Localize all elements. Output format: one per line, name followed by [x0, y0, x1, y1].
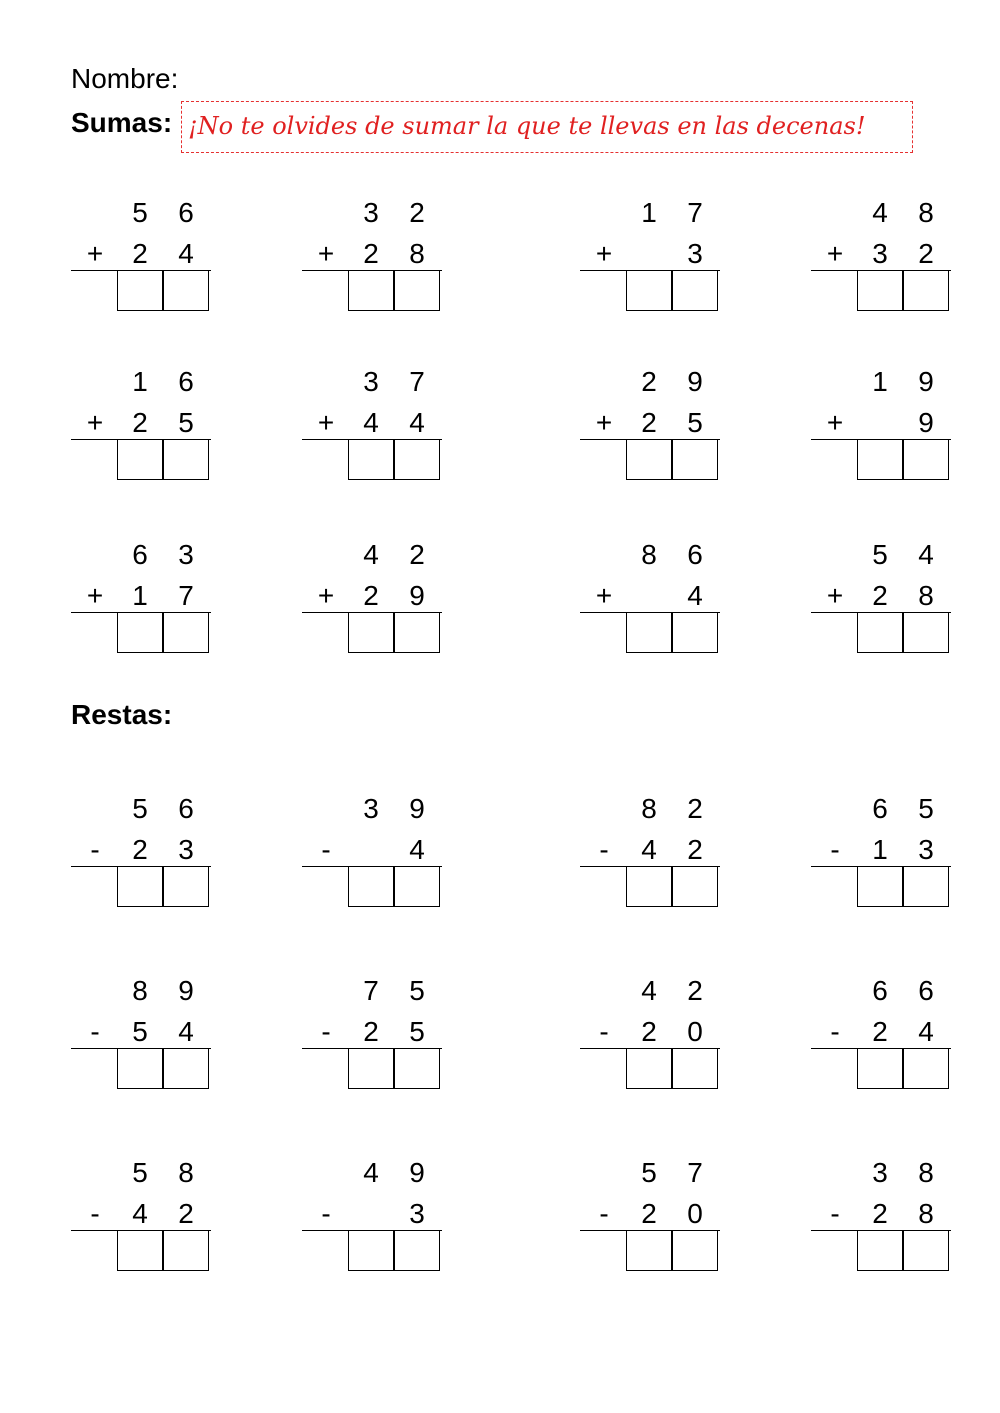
top-units-digit: 2	[409, 197, 425, 228]
plus-sign: +	[595, 407, 613, 438]
answer-units-box[interactable]	[163, 270, 209, 311]
top-tens-digit: 3	[363, 793, 379, 824]
bottom-tens-digit: 2	[132, 834, 148, 865]
plus-sign: +	[317, 580, 335, 611]
top-units-digit: 9	[178, 975, 194, 1006]
bottom-tens-digit: 2	[363, 238, 379, 269]
answer-tens-box[interactable]	[626, 270, 672, 311]
resta-problem	[811, 792, 951, 920]
top-tens-digit: 3	[872, 1157, 888, 1188]
top-units-digit: 7	[687, 1157, 703, 1188]
bottom-units-digit: 3	[409, 1198, 425, 1229]
resta-problem	[811, 974, 951, 1102]
answer-tens-box[interactable]	[626, 439, 672, 480]
bottom-units-digit: 4	[687, 580, 703, 611]
top-units-digit: 6	[178, 793, 194, 824]
resta-problem	[71, 974, 211, 1102]
answer-units-box[interactable]	[163, 1048, 209, 1089]
plus-sign: +	[86, 407, 104, 438]
top-tens-digit: 7	[363, 975, 379, 1006]
plus-sign: +	[595, 238, 613, 269]
plus-sign: +	[826, 407, 844, 438]
minus-sign: -	[90, 1016, 100, 1047]
answer-tens-box[interactable]	[348, 1230, 394, 1271]
minus-sign: -	[321, 1198, 331, 1229]
resta-problem	[580, 792, 720, 920]
bottom-units-digit: 3	[687, 238, 703, 269]
minus-sign: -	[321, 1016, 331, 1047]
top-tens-digit: 5	[132, 793, 148, 824]
bottom-units-digit: 8	[409, 238, 425, 269]
top-units-digit: 9	[687, 366, 703, 397]
answer-units-box[interactable]	[672, 866, 718, 907]
answer-tens-box[interactable]	[626, 612, 672, 653]
top-units-digit: 9	[409, 793, 425, 824]
top-tens-digit: 4	[641, 975, 657, 1006]
answer-tens-box[interactable]	[348, 1048, 394, 1089]
top-tens-digit: 1	[872, 366, 888, 397]
top-tens-digit: 4	[363, 1157, 379, 1188]
bottom-tens-digit: 2	[363, 1016, 379, 1047]
top-tens-digit: 4	[872, 197, 888, 228]
answer-tens-box[interactable]	[857, 1230, 903, 1271]
bottom-units-digit: 2	[178, 1198, 194, 1229]
top-units-digit: 2	[687, 975, 703, 1006]
resta-problem	[580, 1156, 720, 1284]
top-units-digit: 6	[687, 539, 703, 570]
bottom-tens-digit: 2	[641, 1016, 657, 1047]
resta-problem	[71, 792, 211, 920]
restas-heading: Restas:	[71, 699, 173, 730]
top-units-digit: 8	[918, 1157, 934, 1188]
plus-sign: +	[826, 238, 844, 269]
suma-problem	[580, 365, 720, 493]
top-tens-digit: 6	[132, 539, 148, 570]
bottom-units-digit: 8	[918, 1198, 934, 1229]
answer-units-box[interactable]	[903, 439, 949, 480]
answer-tens-box[interactable]	[117, 612, 163, 653]
nombre-label: Nombre:	[71, 63, 179, 94]
answer-units-box[interactable]	[163, 1230, 209, 1271]
answer-tens-box[interactable]	[857, 270, 903, 311]
top-tens-digit: 6	[872, 793, 888, 824]
bottom-tens-digit: 2	[363, 580, 379, 611]
top-tens-digit: 1	[641, 197, 657, 228]
suma-problem	[302, 538, 442, 666]
minus-sign: -	[321, 834, 331, 865]
bottom-units-digit: 0	[687, 1016, 703, 1047]
minus-sign: -	[830, 834, 840, 865]
answer-units-box[interactable]	[903, 866, 949, 907]
bottom-tens-digit: 2	[132, 238, 148, 269]
bottom-tens-digit: 4	[363, 407, 379, 438]
bottom-tens-digit: 3	[872, 238, 888, 269]
top-units-digit: 3	[178, 539, 194, 570]
resta-problem	[71, 1156, 211, 1284]
bottom-tens-digit: 4	[641, 834, 657, 865]
minus-sign: -	[599, 1198, 609, 1229]
answer-tens-box[interactable]	[626, 1048, 672, 1089]
suma-problem	[580, 196, 720, 324]
resta-problem	[580, 974, 720, 1102]
suma-problem	[302, 196, 442, 324]
answer-units-box[interactable]	[394, 439, 440, 480]
resta-problem	[302, 1156, 442, 1284]
plus-sign: +	[826, 580, 844, 611]
suma-problem	[71, 365, 211, 493]
bottom-units-digit: 4	[409, 834, 425, 865]
bottom-units-digit: 4	[409, 407, 425, 438]
top-tens-digit: 5	[641, 1157, 657, 1188]
bottom-units-digit: 5	[687, 407, 703, 438]
bottom-tens-digit: 1	[132, 580, 148, 611]
answer-tens-box[interactable]	[857, 1048, 903, 1089]
answer-tens-box[interactable]	[348, 866, 394, 907]
answer-tens-box[interactable]	[117, 866, 163, 907]
top-tens-digit: 2	[641, 366, 657, 397]
top-units-digit: 4	[918, 539, 934, 570]
bottom-units-digit: 2	[687, 834, 703, 865]
suma-problem	[811, 538, 951, 666]
bottom-units-digit: 2	[918, 238, 934, 269]
answer-units-box[interactable]	[672, 439, 718, 480]
top-units-digit: 6	[178, 366, 194, 397]
minus-sign: -	[830, 1198, 840, 1229]
plus-sign: +	[86, 238, 104, 269]
top-units-digit: 5	[409, 975, 425, 1006]
bottom-tens-digit: 2	[132, 407, 148, 438]
top-units-digit: 7	[687, 197, 703, 228]
minus-sign: -	[599, 834, 609, 865]
bottom-units-digit: 4	[918, 1016, 934, 1047]
answer-tens-box[interactable]	[117, 270, 163, 311]
top-units-digit: 9	[409, 1157, 425, 1188]
answer-units-box[interactable]	[672, 1048, 718, 1089]
resta-problem	[302, 974, 442, 1102]
resta-problem	[811, 1156, 951, 1284]
answer-units-box[interactable]	[394, 612, 440, 653]
top-tens-digit: 3	[363, 197, 379, 228]
suma-problem	[71, 538, 211, 666]
plus-sign: +	[317, 238, 335, 269]
answer-units-box[interactable]	[903, 1230, 949, 1271]
bottom-tens-digit: 5	[132, 1016, 148, 1047]
bottom-units-digit: 9	[409, 580, 425, 611]
sumas-heading: Sumas:	[71, 107, 173, 138]
minus-sign: -	[90, 834, 100, 865]
plus-sign: +	[595, 580, 613, 611]
top-tens-digit: 8	[641, 793, 657, 824]
suma-problem	[71, 196, 211, 324]
top-units-digit: 9	[918, 366, 934, 397]
bottom-tens-digit: 2	[641, 407, 657, 438]
answer-tens-box[interactable]	[117, 439, 163, 480]
answer-tens-box[interactable]	[626, 866, 672, 907]
bottom-tens-digit: 2	[641, 1198, 657, 1229]
answer-tens-box[interactable]	[348, 439, 394, 480]
reminder-note: ¡No te olvides de sumar la que te llevas en las decenas!	[181, 101, 913, 153]
top-units-digit: 2	[409, 539, 425, 570]
answer-tens-box[interactable]	[117, 1230, 163, 1271]
bottom-units-digit: 5	[178, 407, 194, 438]
bottom-units-digit: 3	[918, 834, 934, 865]
answer-units-box[interactable]	[672, 270, 718, 311]
answer-units-box[interactable]	[903, 1048, 949, 1089]
top-tens-digit: 6	[872, 975, 888, 1006]
answer-tens-box[interactable]	[857, 439, 903, 480]
top-tens-digit: 3	[363, 366, 379, 397]
answer-units-box[interactable]	[394, 270, 440, 311]
plus-sign: +	[317, 407, 335, 438]
top-units-digit: 5	[918, 793, 934, 824]
resta-problem	[302, 792, 442, 920]
answer-units-box[interactable]	[903, 270, 949, 311]
minus-sign: -	[90, 1198, 100, 1229]
top-tens-digit: 1	[132, 366, 148, 397]
answer-tens-box[interactable]	[348, 612, 394, 653]
bottom-units-digit: 3	[178, 834, 194, 865]
answer-units-box[interactable]	[903, 612, 949, 653]
suma-problem	[811, 196, 951, 324]
top-tens-digit: 5	[872, 539, 888, 570]
answer-tens-box[interactable]	[857, 866, 903, 907]
bottom-units-digit: 4	[178, 1016, 194, 1047]
suma-problem	[811, 365, 951, 493]
answer-tens-box[interactable]	[626, 1230, 672, 1271]
bottom-units-digit: 5	[409, 1016, 425, 1047]
top-units-digit: 2	[687, 793, 703, 824]
top-units-digit: 6	[918, 975, 934, 1006]
answer-tens-box[interactable]	[857, 612, 903, 653]
bottom-tens-digit: 2	[872, 580, 888, 611]
top-tens-digit: 5	[132, 1157, 148, 1188]
answer-units-box[interactable]	[394, 866, 440, 907]
bottom-units-digit: 8	[918, 580, 934, 611]
top-tens-digit: 8	[641, 539, 657, 570]
top-units-digit: 6	[178, 197, 194, 228]
top-units-digit: 7	[409, 366, 425, 397]
top-tens-digit: 8	[132, 975, 148, 1006]
bottom-units-digit: 4	[178, 238, 194, 269]
answer-tens-box[interactable]	[117, 1048, 163, 1089]
answer-units-box[interactable]	[163, 439, 209, 480]
bottom-tens-digit: 2	[872, 1198, 888, 1229]
bottom-tens-digit: 2	[872, 1016, 888, 1047]
answer-units-box[interactable]	[394, 1230, 440, 1271]
plus-sign: +	[86, 580, 104, 611]
answer-tens-box[interactable]	[348, 270, 394, 311]
answer-units-box[interactable]	[672, 612, 718, 653]
suma-problem	[302, 365, 442, 493]
minus-sign: -	[830, 1016, 840, 1047]
bottom-units-digit: 0	[687, 1198, 703, 1229]
bottom-units-digit: 9	[918, 407, 934, 438]
answer-units-box[interactable]	[672, 1230, 718, 1271]
top-units-digit: 8	[178, 1157, 194, 1188]
bottom-tens-digit: 4	[132, 1198, 148, 1229]
bottom-units-digit: 7	[178, 580, 194, 611]
answer-units-box[interactable]	[163, 612, 209, 653]
top-tens-digit: 5	[132, 197, 148, 228]
answer-units-box[interactable]	[394, 1048, 440, 1089]
top-units-digit: 8	[918, 197, 934, 228]
top-tens-digit: 4	[363, 539, 379, 570]
bottom-tens-digit: 1	[872, 834, 888, 865]
minus-sign: -	[599, 1016, 609, 1047]
suma-problem	[580, 538, 720, 666]
answer-units-box[interactable]	[163, 866, 209, 907]
